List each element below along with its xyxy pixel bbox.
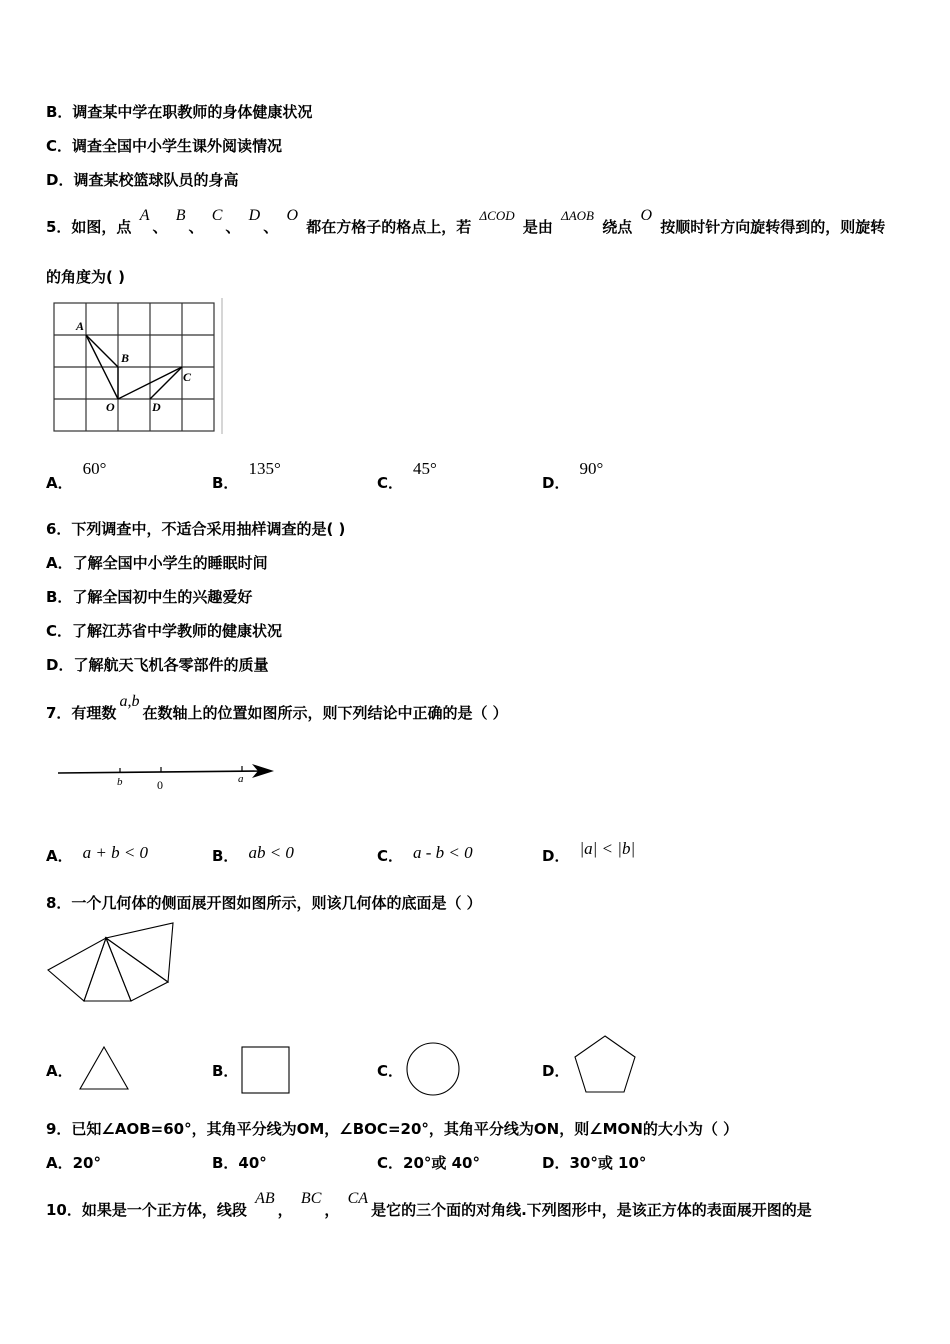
q6-stem: 6．下列调查中，不适合采用抽样调查的是( ) bbox=[46, 520, 346, 538]
axis-label-a: a bbox=[238, 773, 244, 785]
segment-ca: CA bbox=[347, 1190, 369, 1207]
q8-stem: 8．一个几何体的侧面展开图如图所示，则该几何体的底面是（ ） bbox=[46, 894, 482, 912]
triangle-icon bbox=[76, 1044, 132, 1092]
triangle-cod: ΔCOD bbox=[479, 208, 515, 223]
q9-option-d: D．30°或 10° bbox=[542, 1154, 647, 1172]
q6-option-c: C．了解江苏省中学教师的健康状况 bbox=[46, 622, 283, 640]
q9-option-b: B．40° bbox=[212, 1154, 267, 1172]
segment-bc: BC bbox=[300, 1190, 322, 1207]
q4-option-d: D．调查某校篮球队员的身高 bbox=[46, 171, 239, 189]
q5-grid-figure bbox=[48, 298, 228, 438]
q9-stem: 9．已知∠AOB=60°，其角平分线为OM，∠BOC=20°，其角平分线为ON，则∠MON的大小为（ ） bbox=[46, 1120, 739, 1138]
q8-option-c-label: C． bbox=[377, 1062, 404, 1080]
point-c-label: C bbox=[211, 207, 223, 224]
point-d-label: D bbox=[248, 207, 261, 224]
q8-net-figure bbox=[46, 920, 181, 1005]
q8-option-a-label: A． bbox=[46, 1062, 73, 1080]
q5-option-c: C．45° bbox=[377, 459, 437, 492]
q9-option-a: A．20° bbox=[46, 1154, 101, 1172]
q6-option-a: A．了解全国中小学生的睡眠时间 bbox=[46, 554, 268, 572]
axis-label-zero: 0 bbox=[157, 778, 163, 792]
q8-option-d-label: D． bbox=[542, 1062, 570, 1080]
fig-label-c: C bbox=[183, 370, 192, 384]
q4-option-b: B．调查某中学在职教师的身体健康状况 bbox=[46, 103, 313, 121]
q8-option-b-label: B． bbox=[212, 1062, 239, 1080]
fig-label-a: A bbox=[76, 319, 85, 333]
q4-option-c: C．调查全国中小学生课外阅读情况 bbox=[46, 137, 283, 155]
segment-ab: AB bbox=[255, 1190, 275, 1207]
q5-stem-line2: 的角度为( ) bbox=[46, 268, 125, 286]
axis-label-b: b bbox=[117, 776, 123, 788]
q5-stem: 5．如图，点 A、 B、 C、 D、 O 都在方格子的格点上，若 ΔCOD 是由 ΔAOB 绕点 O 按顺时针方向旋转得到的，则旋转 bbox=[46, 207, 886, 236]
q10-stem: 10．如果是一个正方体，线段 AB， BC， CA是它的三个面的对角线.下列图形中，是该正方体的表面展开图的是 bbox=[46, 1190, 812, 1219]
point-b-label: B bbox=[175, 207, 186, 224]
q5-option-a: A．60° bbox=[46, 459, 107, 492]
q7-vars: a,b bbox=[119, 693, 140, 710]
q5-option-d: D．90° bbox=[542, 459, 604, 492]
q7-stem: 7．有理数a,b在数轴上的位置如图所示，则下列结论中正确的是（ ） bbox=[46, 693, 508, 722]
fig-label-d: D bbox=[152, 400, 161, 414]
q7-option-d: D． |a| < |b| bbox=[542, 839, 636, 865]
q5-option-b: B．135° bbox=[212, 459, 281, 492]
q7-option-a: A． a + b < 0 bbox=[46, 843, 149, 865]
pentagon-icon bbox=[572, 1034, 638, 1096]
point-o-label: O bbox=[286, 207, 299, 224]
fig-label-o: O bbox=[106, 400, 115, 414]
point-a-label: A bbox=[139, 207, 150, 224]
number-line bbox=[54, 760, 284, 800]
rotation-center-label: O bbox=[640, 207, 653, 224]
q9-option-c: C．20°或 40° bbox=[377, 1154, 480, 1172]
square-icon bbox=[239, 1044, 293, 1096]
q6-option-d: D．了解航天飞机各零部件的质量 bbox=[46, 656, 269, 674]
circle-icon bbox=[404, 1040, 462, 1098]
q7-option-b: B． ab < 0 bbox=[212, 843, 294, 865]
q6-option-b: B．了解全国初中生的兴趣爱好 bbox=[46, 588, 253, 606]
fig-label-b: B bbox=[121, 351, 130, 365]
triangle-aob: ΔAOB bbox=[561, 208, 594, 223]
q7-option-c: C． a - b < 0 bbox=[377, 843, 473, 865]
